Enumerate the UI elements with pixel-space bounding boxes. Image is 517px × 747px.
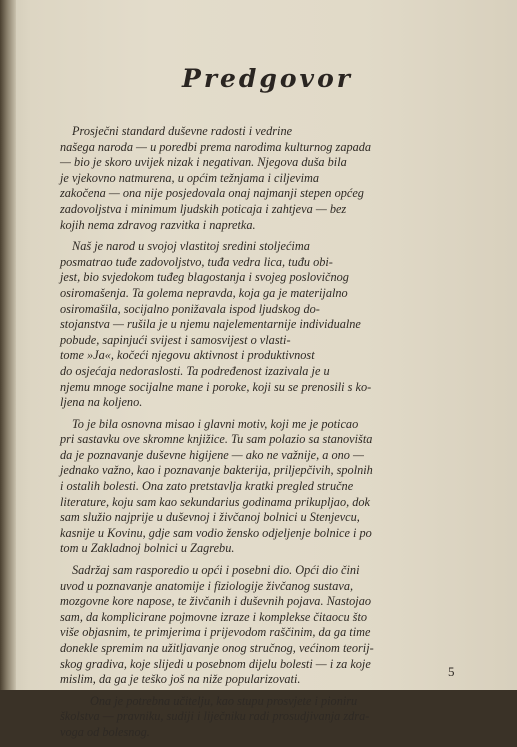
text-line: do osjećaja nedoraslosti. Ta podređenost izazivala je u [60,363,330,378]
text-line: skog gradiva, koje slijedi u posebnom dijelu bolesti — i za koje [60,656,371,671]
text-line: mislim, da ga je teško još na niže popularizovati. [60,672,301,687]
text-line: mozgovne kore naposе, te živčanih i duševnih pojava. Nastojao [60,594,372,609]
paragraph [60,563,465,688]
text-line: jest, bio svjedokom tuđeg blagostanja i svojeg poslovičnog [60,270,349,285]
text-line: tom u Zakladnoj bolnici u Zagrebu. [60,541,235,556]
text-line: kasnije u Kovinu, gdje sam vodio žensko odjeljenje bolnice i po [60,525,372,540]
text-line: ljena na koljeno. [60,395,143,410]
text-line: zadovoljstva i minimum ljudskih poticaja i zahtjeva — bez [60,201,347,216]
text-line: zakočena — ona nije posjedovala onaj najmanji stepen općeg [60,186,364,201]
paragraph [60,124,465,233]
text-line: da je poznavanje duševne higijene — ako ne važnije, a ono — [60,447,364,462]
paragraph [60,417,465,557]
text-line: To je bila osnovna misao i glavni motiv, koji me je poticao [72,416,359,431]
text-line: stojanstva — rušila je u njemu najelementarnije individualne [60,317,361,332]
text-line: osiromašenja. Ta golema nepravda, koja ga je materijalno [60,285,348,300]
text-line: je vjekovno natmurena, u općim težnjama i ciljevima [60,170,320,185]
text-line: voga od bolesnog. [60,724,150,739]
text-line: i ostalih bolesti. Ona zato pretstavlja kratki pregled stručne [60,479,354,494]
text-line: sam služio najprije u duševnoj i živčanoj bolnici u Stenjevcu, [60,510,360,525]
text-line: Prosječni standard duševne radosti i vedrine [72,124,293,138]
text-line: Sadržaj sam rasporedio u opći i posebni dio. Opći dio čini [72,563,360,578]
text-line: kojih nema zdravog razvitka i napretka. [60,217,256,232]
text-line: donekle spremim na užitljavanje onog stručnog, većinom teorij- [60,641,374,655]
body-text [60,124,465,747]
paragraph [60,239,465,411]
text-line: pobude, sapinjući svijest i samosvijest o vlasti- [60,332,291,347]
text-line: Ona je potrebna učitelju, kao stupu prosvjete i pioniru [90,693,358,708]
text-line: više objasnim, te primjerima i prijevodom raščinim, da ga time [60,625,371,640]
text-line: — bio je skoro uvijek nizak i negativan. Njegova duša bila [60,155,347,170]
text-line: našega naroda — u poredbi prema narodima kulturnog zapada [60,139,372,154]
text-line: Naš je narod u svojoj vlastitoj sredini stoljećima [72,239,310,254]
text-line: literature, koju sam kao sekundarius godinama prikupljao, dok [60,494,371,509]
text-line: jednako važno, kao i poznavanje bakterija, priljepčivih, spolnih [60,463,373,478]
page-title: Predgovor [182,64,353,93]
text-line: školstva — pravniku, sudiji i liječniku radi prosudjivanja zdra- [60,709,370,724]
text-line: posmatrao tuđe zadovoljstvo, tuđa vedra lica, tuđu obi- [60,254,333,269]
text-line: osiromašila, socijalno ponižavala ispod ljudskog do- [60,301,320,316]
text-line: uvod u poznavanje anatomije i fiziologije živčanog sustava, [60,578,354,593]
text-line: pri sastavku ove skromne knjižice. Tu sam polazio sa stanovišta [60,432,373,447]
text-line: tome »Ja«, kočeći njegovu aktivnost i produktivnost [60,348,315,363]
page-number: 5 [448,664,455,679]
book-binding-edge [0,0,16,690]
text-line: sam, da komplicirane pojmovne izraze i komplekse čitaocu što [60,609,368,624]
text-line: njemu mnoge socijalne mane i poroke, koji su se prenosili s ko- [60,379,372,394]
paragraph [60,694,465,741]
